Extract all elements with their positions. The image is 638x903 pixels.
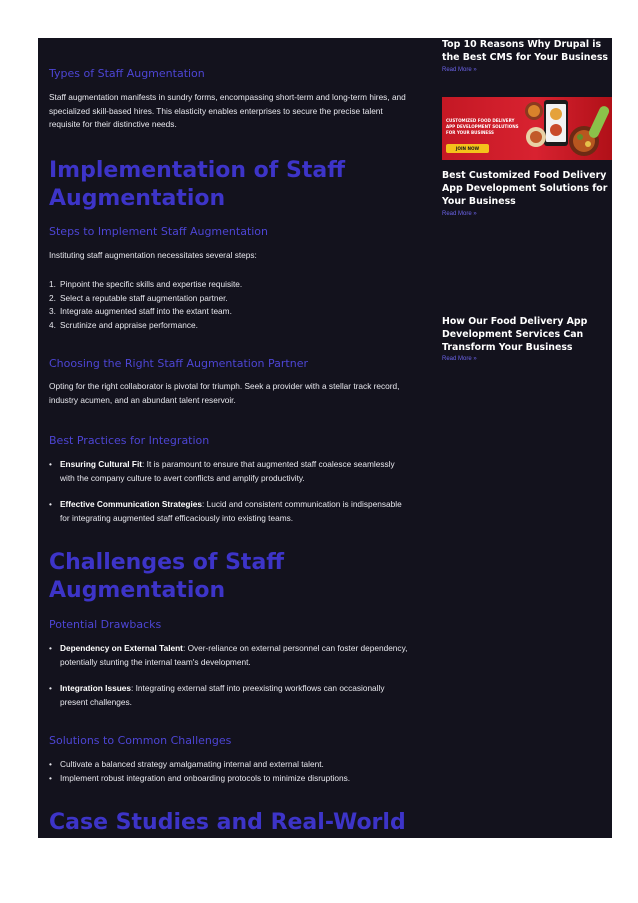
steps-heading: Steps to Implement Staff Augmentation [49,225,269,238]
partner-paragraph: Opting for the right collaborator is pivotal for triumph. Seek a provider with a stellar track record, industry acumen, and an abundant talent reservoir. [49,381,400,405]
list-item: 2. Select a reputable staff augmentation partner. [49,292,228,303]
implementation-heading: Implementation of Staff Augmentation [49,158,346,211]
types-heading: Types of Staff Augmentation [49,67,205,80]
read-more-link[interactable]: Read More » [442,67,477,73]
banner-text: CUSTOMIZED FOOD DELIVERY APP DEVELOPMENT SOLUTIONS FOR YOUR BUSINESS [446,118,519,135]
list-item: • Integration Issues: Integrating external staff into preexisting workflows can occasionally present challenges. [49,682,409,709]
list-item: 1. Pinpoint the specific skills and expertise requisite. [49,279,243,289]
article-page [38,38,612,838]
drawbacks-heading: Potential Drawbacks [49,618,162,631]
types-paragraph: Staff augmentation manifests in sundry forms, encompassing short-term and long-term hires, and specialized skill-based hires. This elasticity enables enterprises to secure the precise talent requisite for their distinctive needs. [49,92,406,130]
list-item: • Cultivate a balanced strategy amalgamating internal and external talent. [49,758,409,772]
list-item: 4. Scrutinize and appraise performance. [49,319,198,330]
list-item: • Ensuring Cultural Fit: It is paramount to ensure that augmented staff coalesce seamlessly with the company culture to avert conflicts and amplify productivity. [49,458,409,485]
post-banner-image[interactable] [442,97,612,160]
list-item: • Implement robust integration and onboarding protocols to minimize disruptions. [49,772,409,786]
list-item: • Effective Communication Strategies: Lucid and consistent communication is indispensable for integrating augmented staff efficaciously into existing teams. [49,498,409,525]
list-item: 3. Integrate augmented staff into the extant team. [49,306,232,317]
food-phone-illustration-icon [524,97,612,160]
steps-list [49,278,409,332]
list-item: • Dependency on External Talent: Over-reliance on external personnel can foster dependency, potentially stunting the internal team's development. [49,642,409,669]
post-title[interactable]: Top 10 Reasons Why Drupal is the Best CMS for Your Business [442,39,608,63]
partner-heading: Choosing the Right Staff Augmentation Partner [49,357,309,370]
best-practices-heading: Best Practices for Integration [49,434,210,447]
read-more-link[interactable]: Read More » [442,356,477,362]
solutions-heading: Solutions to Common Challenges [49,734,232,747]
solutions-list [49,758,409,785]
post-title[interactable]: Best Customized Food Delivery App Development Solutions for Your Business [442,170,608,207]
best-practices-list [49,458,409,538]
drawbacks-list [49,642,409,722]
steps-intro: Instituting staff augmentation necessitates several steps: [49,250,257,260]
read-more-link[interactable]: Read More » [442,211,477,217]
case-studies-heading: Case Studies and Real-World [49,810,406,835]
post-title[interactable]: How Our Food Delivery App Development Services Can Transform Your Business [442,316,588,353]
challenges-heading: Challenges of Staff Augmentation [49,550,285,603]
banner-join-button: JOIN NOW [446,144,489,153]
